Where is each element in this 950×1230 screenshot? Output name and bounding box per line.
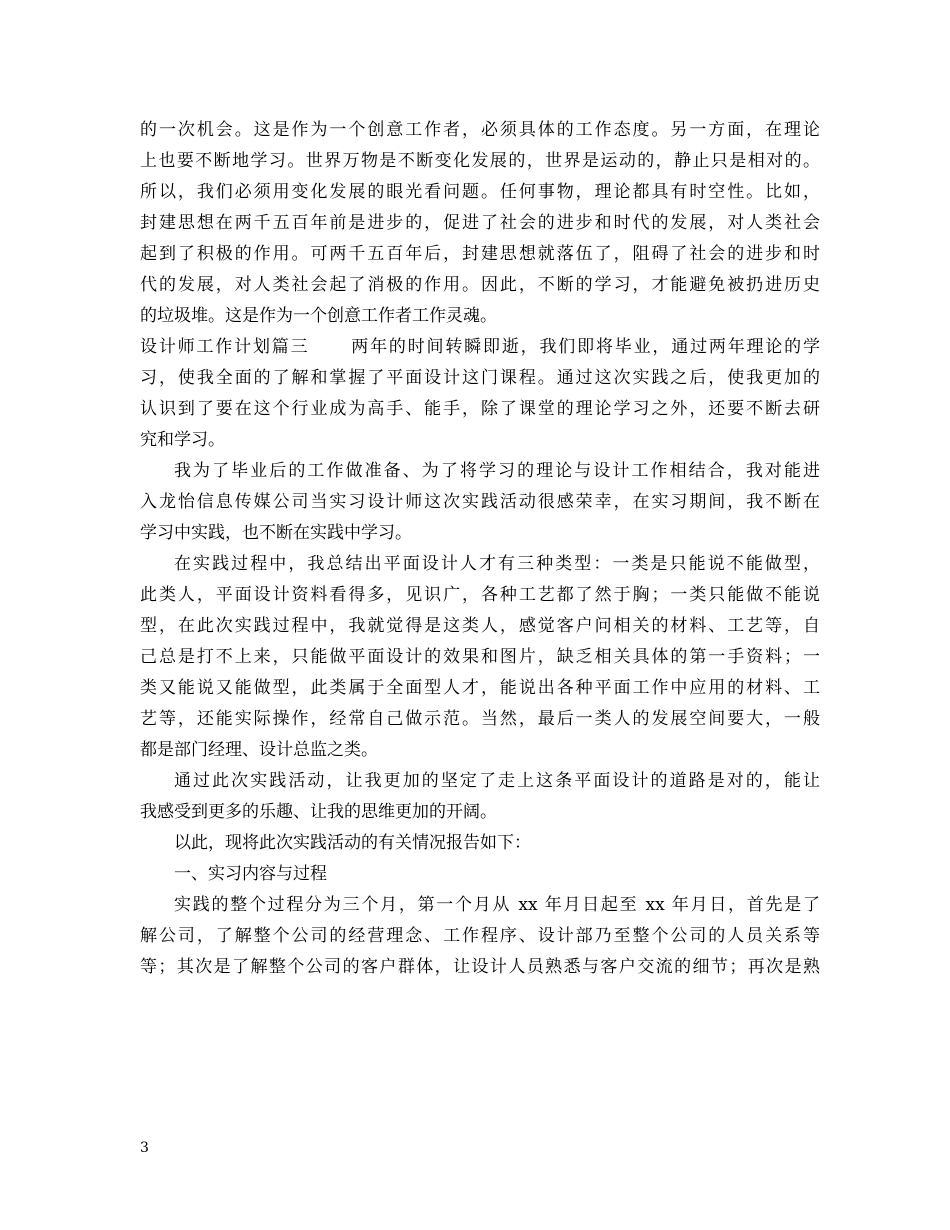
text-line: 艺等，还能实际操作，经常自己做示范。当然，最后一类人的发展空间要大，一般 (140, 709, 820, 729)
text-line: 认识到了要在这个行业成为高手、能手，除了课堂的理论学习之外，还要不断去研 (140, 399, 820, 419)
paragraph-first-line: 我为了毕业后的工作做准备、为了将学习的理论与设计工作相结合，我对能进 (174, 461, 820, 481)
text-line: 封建思想在两千五百年前是进步的，促进了社会的进步和时代的发展，对人类社会 (140, 213, 820, 233)
text-line: 解公司，了解整个公司的经营理念、工作程序、设计部乃至整个公司的人员关系等 (140, 926, 820, 946)
text-line: 的垃圾堆。这是作为一个创意工作者工作灵魂。 (140, 306, 497, 326)
text-line: 类又能说又能做型，此类属于全面型人才，能说出各种平面工作中应用的材料、工 (140, 678, 820, 698)
text-line: 究和学习。 (140, 430, 225, 450)
paragraph-first-line: 实践的整个过程分为三个月，第一个月从 xx 年月日起至 xx 年月日，首先是了 (174, 895, 820, 915)
text-line: 学习中实践，也不断在实践中学习。 (140, 523, 412, 543)
text-line: 习，使我全面的了解和掌握了平面设计这门课程。通过这次实践之后，使我更加的 (140, 368, 820, 388)
text-line: 代的发展，对人类社会起了消极的作用。因此，不断的学习，才能避免被扔进历史 (140, 275, 820, 295)
body-text (140, 115, 820, 983)
paragraph-line: 以此，现将此次实践活动的有关情况报告如下： (174, 833, 531, 853)
text-line: 所以，我们必须用变化发展的眼光看问题。任何事物，理论都具有时空性。比如， (140, 182, 820, 202)
section-first-line: 两年的时间转瞬即逝，我们即将毕业，通过两年理论的学 (349, 337, 821, 357)
text-line: 上也要不断地学习。世界万物是不断变化发展的，世界是运动的，静止只是相对的。 (140, 151, 820, 171)
text-line: 己总是打不上来，只能做平面设计的效果和图片，缺乏相关具体的第一手资料；一 (140, 647, 820, 667)
text-line: 我感受到更多的乐趣、让我的思维更加的开阔。 (140, 802, 497, 822)
text-line: 入龙怡信息传媒公司当实习设计师这次实践活动很感荣幸，在实习期间，我不断在 (140, 492, 820, 512)
text-line: 起到了积极的作用。可两千五百年后，封建思想就落伍了，阻碍了社会的进步和时 (140, 244, 820, 264)
text-line: 都是部门经理、设计总监之类。 (140, 740, 378, 760)
section-heading-line (140, 332, 820, 363)
section-heading: 设计师工作计划篇三 (140, 337, 310, 357)
text-line: 等；其次是了解整个公司的客户群体，让设计人员熟悉与客户交流的细节；再次是熟 (140, 957, 820, 977)
paragraph-first-line: 在实践过程中，我总结出平面设计人才有三种类型：一类是只能说不能做型， (174, 554, 820, 574)
text-line: 此类人，平面设计资料看得多，见识广，各种工艺都了然于胸；一类只能做不能说 (140, 585, 820, 605)
paragraph-first-line: 通过此次实践活动，让我更加的坚定了走上这条平面设计的道路是对的，能让 (174, 771, 820, 791)
text-line: 型，在此次实践过程中，我就觉得是这类人，感觉客户问相关的材料、工艺等，自 (140, 616, 820, 636)
page-number: 3 (140, 1140, 149, 1156)
heading-line: 一、实习内容与过程 (174, 864, 327, 884)
text-line: 的一次机会。这是作为一个创意工作者，必须具体的工作态度。另一方面，在理论 (140, 120, 820, 140)
